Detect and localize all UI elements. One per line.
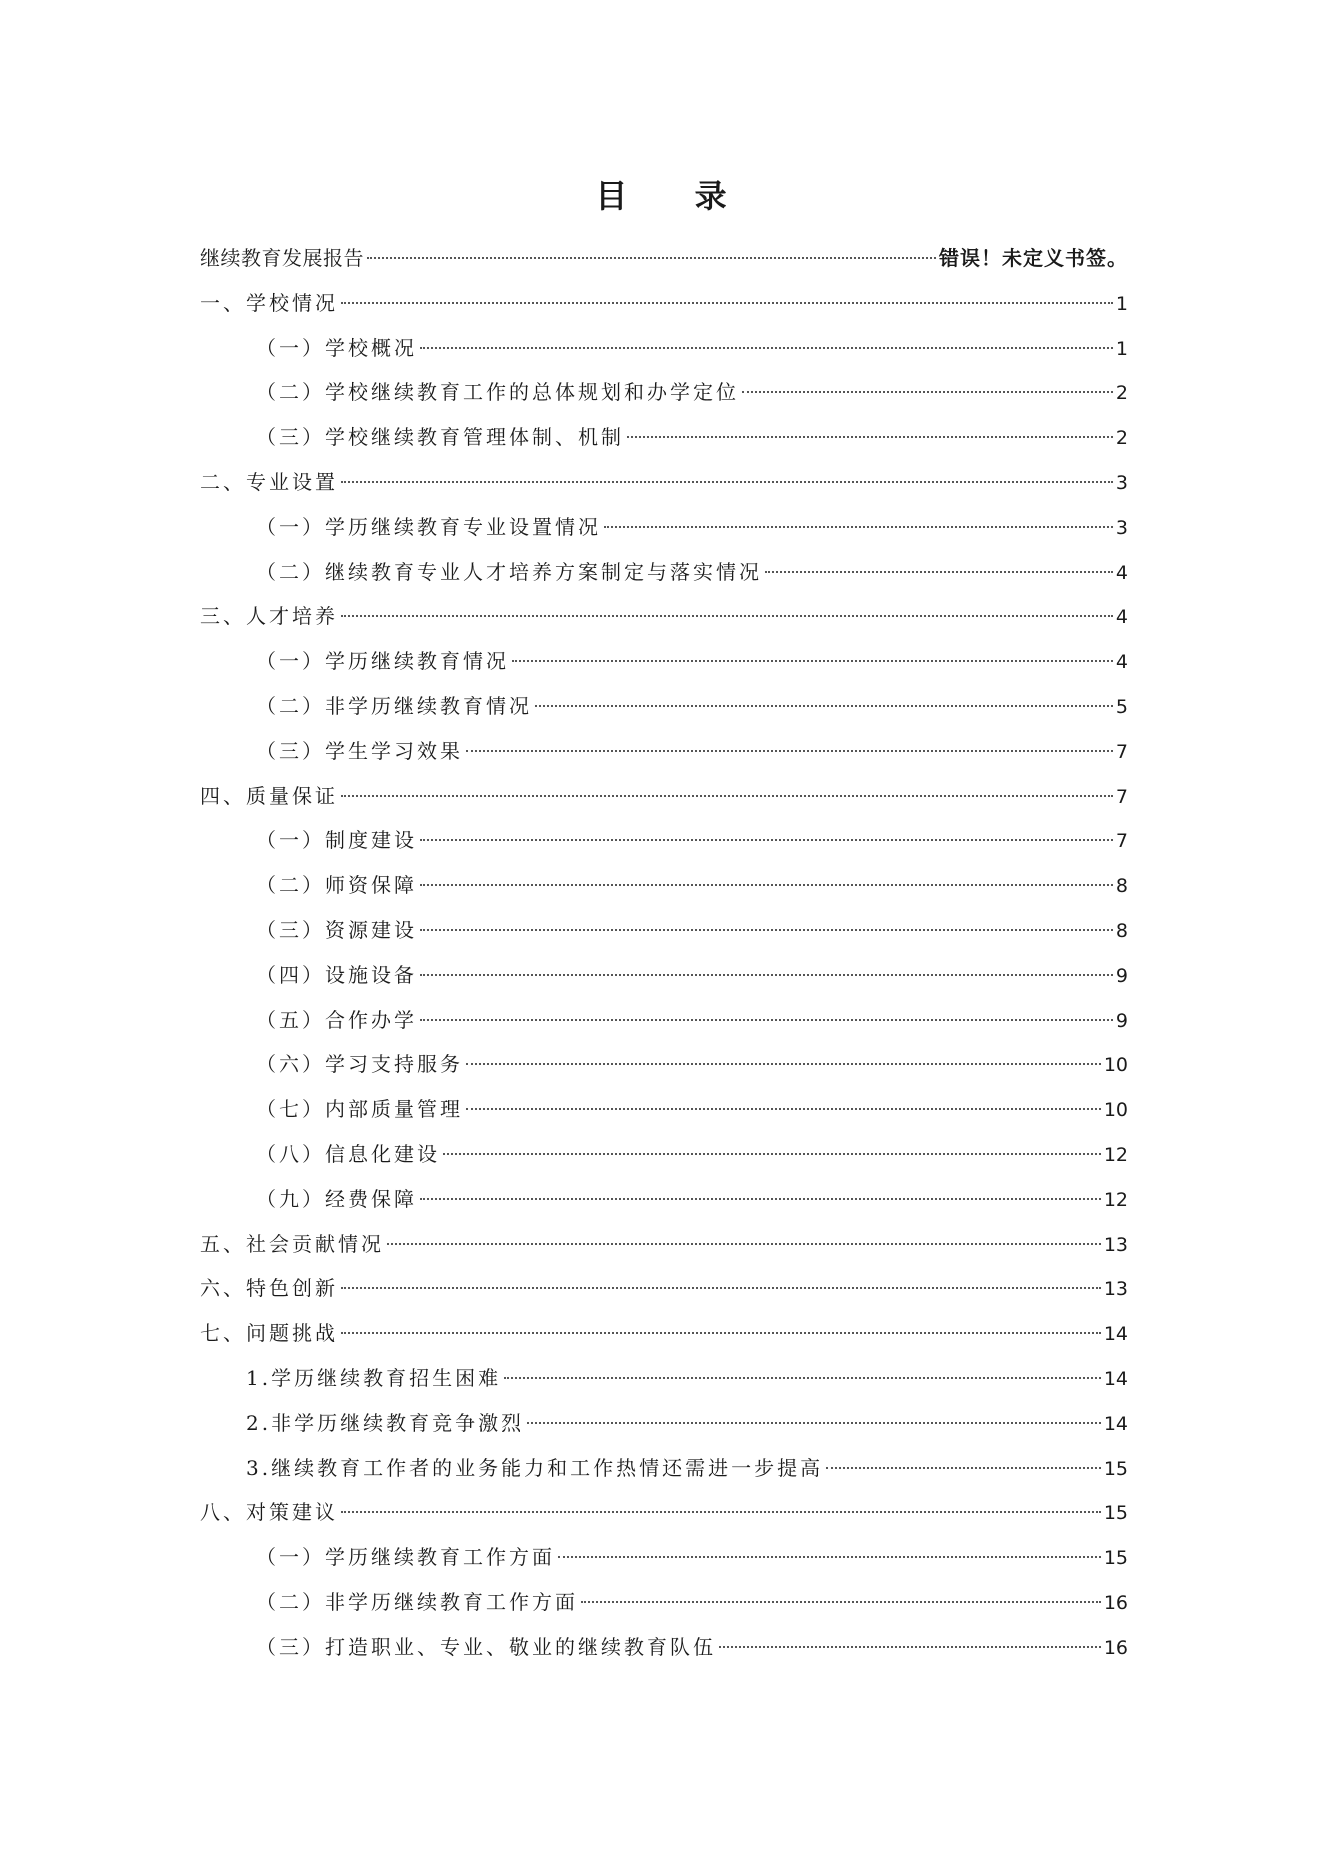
- toc-entry-label: （一）学历继续教育工作方面: [256, 1545, 555, 1570]
- toc-entry[interactable]: [200, 1222, 1128, 1267]
- toc-dot-leader: [512, 660, 1113, 662]
- toc-entry[interactable]: [200, 1132, 1128, 1177]
- toc-entry-label: （三）资源建设: [256, 917, 417, 942]
- toc-entry-page-number: 9: [1115, 964, 1128, 987]
- toc-entry[interactable]: [200, 281, 1128, 326]
- toc-dot-leader: [420, 1198, 1101, 1200]
- toc-dot-leader: [341, 1332, 1101, 1334]
- toc-entry-page-number: 12: [1103, 1188, 1128, 1211]
- toc-dot-leader: [387, 1243, 1101, 1245]
- toc-entry-page-number: 16: [1103, 1591, 1128, 1614]
- toc-entry[interactable]: [200, 1356, 1128, 1401]
- toc-dot-leader: [420, 884, 1113, 886]
- toc-entry-page-number: 14: [1103, 1323, 1128, 1346]
- toc-entry-page-number: 9: [1115, 1009, 1128, 1032]
- toc-entry-label: 1.学历继续教育招生困难: [246, 1365, 502, 1390]
- toc-entry-page-number: 4: [1115, 561, 1128, 584]
- toc-dot-leader: [420, 929, 1113, 931]
- toc-entry-page-number: 15: [1103, 1457, 1128, 1480]
- toc-dot-leader: [742, 391, 1113, 393]
- toc-entry-label: （三）打造职业、专业、敬业的继续教育队伍: [256, 1634, 716, 1659]
- toc-entry-page-number: 14: [1103, 1367, 1128, 1390]
- toc-entry-label: 六、特色创新: [200, 1276, 338, 1301]
- toc-entry-label: （七）内部质量管理: [256, 1097, 463, 1122]
- toc-dot-leader: [466, 1063, 1101, 1065]
- toc-entry-label: 3.继续教育工作者的业务能力和工作热情还需进一步提高: [246, 1455, 824, 1480]
- toc-entry-page-number: 15: [1103, 1502, 1128, 1525]
- toc-entry-label: （一）制度建设: [256, 828, 417, 853]
- toc-entry-label: （八）信息化建设: [256, 1141, 440, 1166]
- toc-entry-label: （三）学校继续教育管理体制、机制: [256, 425, 624, 450]
- toc-entry-label: （六）学习支持服务: [256, 1052, 463, 1077]
- toc-entry-label: （一）学历继续教育专业设置情况: [256, 514, 601, 539]
- toc-entry[interactable]: [200, 1446, 1128, 1491]
- toc-entry[interactable]: [200, 1087, 1128, 1132]
- toc-entry[interactable]: [200, 818, 1128, 863]
- toc-entry[interactable]: [200, 1625, 1128, 1670]
- toc-dot-leader: [420, 1019, 1113, 1021]
- toc-entry-label: （二）师资保障: [256, 873, 417, 898]
- toc-entry-page-number: 1: [1115, 292, 1128, 315]
- toc-title: 目 录: [595, 177, 755, 215]
- toc-entry-page-number: 2: [1115, 427, 1128, 450]
- toc-entry-page-number: 4: [1115, 606, 1128, 629]
- toc-entry-page-number: 4: [1115, 651, 1128, 674]
- toc-entry-page-number: 8: [1115, 875, 1128, 898]
- toc-entry[interactable]: [200, 729, 1128, 774]
- toc-entry-page-number: 7: [1115, 830, 1128, 853]
- toc-dot-leader: [826, 1467, 1101, 1469]
- toc-entry-page-number: 15: [1103, 1547, 1128, 1570]
- toc-entry-page-number: 10: [1103, 1099, 1128, 1122]
- toc-entry[interactable]: [200, 1311, 1128, 1356]
- toc-entry-page-number: 错误！未定义书签。: [939, 246, 1128, 270]
- toc-dot-leader: [627, 436, 1113, 438]
- toc-dot-leader: [420, 974, 1113, 976]
- toc-entry-page-number: 8: [1115, 919, 1128, 942]
- toc-entry-page-number: 7: [1115, 785, 1128, 808]
- toc-entry-label: （一）学历继续教育情况: [256, 649, 509, 674]
- toc-entry-page-number: 16: [1103, 1636, 1128, 1659]
- toc-entry-page-number: 7: [1115, 740, 1128, 763]
- toc-entry-label: 七、问题挑战: [200, 1321, 338, 1346]
- toc-entry[interactable]: [200, 460, 1128, 505]
- toc-dot-leader: [466, 1108, 1101, 1110]
- toc-entry[interactable]: [200, 1535, 1128, 1580]
- toc-entry[interactable]: [200, 1580, 1128, 1625]
- toc-dot-leader: [504, 1377, 1101, 1379]
- toc-dot-leader: [420, 839, 1113, 841]
- toc-entry[interactable]: [200, 236, 1128, 281]
- toc-entry-label: 二、专业设置: [200, 469, 338, 494]
- toc-dot-leader: [466, 750, 1113, 752]
- toc-entry[interactable]: [200, 863, 1128, 908]
- toc-entry-label: 2.非学历继续教育竞争激烈: [246, 1410, 525, 1435]
- toc-entry[interactable]: [200, 594, 1128, 639]
- toc-entry-label: （二）非学历继续教育工作方面: [256, 1589, 578, 1614]
- toc-entry-label: 八、对策建议: [200, 1500, 338, 1525]
- toc-entry[interactable]: [200, 684, 1128, 729]
- toc-entry-label: 四、质量保证: [200, 783, 338, 808]
- toc-entry-page-number: 14: [1103, 1412, 1128, 1435]
- toc-entry-label: （九）经费保障: [256, 1186, 417, 1211]
- toc-entry-label: （四）设施设备: [256, 962, 417, 987]
- toc-dot-leader: [443, 1153, 1101, 1155]
- toc-dot-leader: [535, 705, 1113, 707]
- toc-entry-label: 三、人才培养: [200, 604, 338, 629]
- toc-entry-page-number: 3: [1115, 516, 1128, 539]
- toc-entry[interactable]: [200, 1490, 1128, 1535]
- toc-dot-leader: [604, 526, 1113, 528]
- toc-entry[interactable]: [200, 953, 1128, 998]
- toc-dot-leader: [719, 1646, 1101, 1648]
- toc-dot-leader: [341, 1511, 1101, 1513]
- toc-entry-label: （二）学校继续教育工作的总体规划和办学定位: [256, 380, 739, 405]
- toc-entry[interactable]: [200, 550, 1128, 595]
- toc-entry-label: 五、社会贡献情况: [200, 1231, 384, 1256]
- toc-entry[interactable]: [200, 505, 1128, 550]
- toc-entry-label: （三）学生学习效果: [256, 738, 463, 763]
- toc-entry-page-number: 3: [1115, 471, 1128, 494]
- toc-entry-label: （二）非学历继续教育情况: [256, 693, 532, 718]
- toc-entry-page-number: 10: [1103, 1054, 1128, 1077]
- toc-entry-label: （二）继续教育专业人才培养方案制定与落实情况: [256, 559, 762, 584]
- toc-dot-leader: [341, 615, 1113, 617]
- toc-dot-leader: [765, 571, 1113, 573]
- toc-entry-page-number: 13: [1103, 1278, 1128, 1301]
- toc-dot-leader: [341, 795, 1113, 797]
- toc-entry[interactable]: [200, 1401, 1128, 1446]
- toc-dot-leader: [367, 257, 936, 259]
- toc-entry[interactable]: [200, 908, 1128, 953]
- toc-entry-label: 一、学校情况: [200, 290, 338, 315]
- toc-entry[interactable]: [200, 1042, 1128, 1087]
- toc-entry[interactable]: [200, 370, 1128, 415]
- toc-entry[interactable]: [200, 326, 1128, 371]
- toc-dot-leader: [420, 347, 1113, 349]
- toc-entry[interactable]: [200, 639, 1128, 684]
- toc-entry-page-number: 5: [1115, 695, 1128, 718]
- toc-dot-leader: [341, 302, 1113, 304]
- toc-dot-leader: [581, 1601, 1101, 1603]
- toc-entry-page-number: 13: [1103, 1233, 1128, 1256]
- toc-entry[interactable]: [200, 415, 1128, 460]
- toc-entry-page-number: 1: [1115, 337, 1128, 360]
- toc-entry-page-number: 12: [1103, 1143, 1128, 1166]
- toc-entry[interactable]: [200, 1266, 1128, 1311]
- toc-entry-label: （一）学校概况: [256, 335, 417, 360]
- toc-list: [200, 236, 1128, 1670]
- toc-dot-leader: [341, 481, 1113, 483]
- toc-entry[interactable]: [200, 998, 1128, 1043]
- toc-entry-label: 继续教育发展报告: [200, 246, 364, 270]
- toc-entry[interactable]: [200, 774, 1128, 819]
- toc-dot-leader: [558, 1556, 1101, 1558]
- toc-entry-page-number: 2: [1115, 382, 1128, 405]
- toc-dot-leader: [527, 1422, 1101, 1424]
- toc-dot-leader: [341, 1287, 1101, 1289]
- toc-entry-label: （五）合作办学: [256, 1007, 417, 1032]
- toc-entry[interactable]: [200, 1177, 1128, 1222]
